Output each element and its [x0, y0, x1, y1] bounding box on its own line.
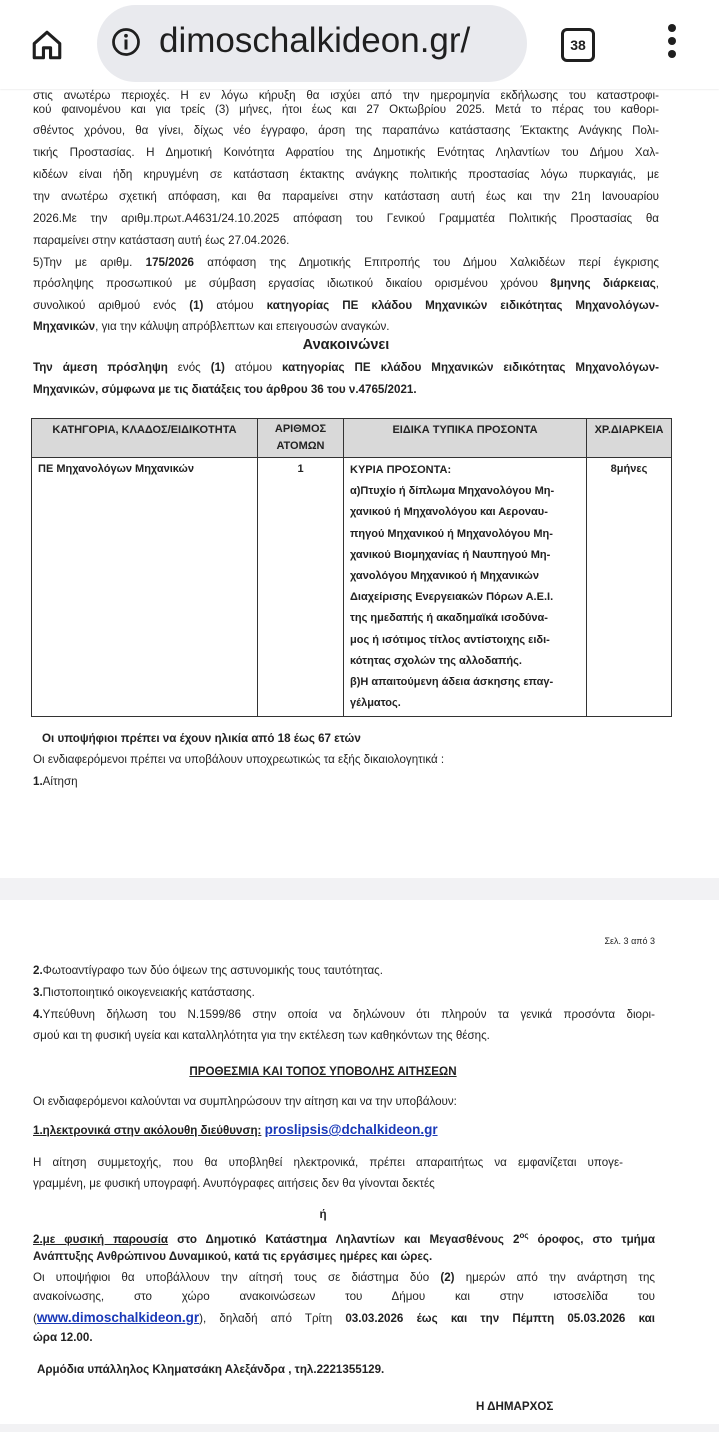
text-segment: Ανακοινώνει	[302, 337, 390, 353]
text-line	[33, 255, 659, 271]
text-segment: Την άμεση πρόσληψη	[33, 361, 168, 374]
text-segment: (2)	[440, 1271, 455, 1284]
text-segment: Φωτοαντίγραφο των δύο όψεων της αστυνομικής τους ταυτότητας.	[42, 964, 383, 977]
text-line	[33, 1310, 655, 1327]
text-segment: πρόσληψης προσωπικού με σύμβαση εργασίας ιδιωτικού δικαίου ορισμένου χρόνου	[33, 277, 551, 290]
qualification-line: κότητας σχολών της αλλοδαπής.	[350, 654, 522, 667]
text-line	[33, 123, 659, 139]
table-row	[32, 458, 672, 717]
text-line	[33, 1207, 613, 1223]
text-segment: γραμμένη, με φυσική υπογραφή. Ανυπόγραφες αιτήσεις δεν θα γίνονται δεκτές	[33, 1177, 435, 1190]
header-qualifications: ΕΙΔΙΚΑ ΤΥΠΙΚΑ ΠΡΟΣΟΝΤΑ	[344, 419, 587, 458]
text-segment: τικής Προστασίας. Η Δημοτική Κοινότητα Αφρατίου της Δημοτικής Ενότητας Ληλαντίων του Δήμου Χαλ-	[33, 146, 659, 159]
text-segment: την ανωτέρω σχετική απόφαση, και θα παραμείνει στην κατάσταση αυτή έως και την 21η Ιανουαρίου	[33, 190, 659, 203]
qualification-line: ΚΥΡΙΑ ΠΡΟΣΟΝΤΑ:	[350, 464, 452, 476]
qualification-line: γέλματος.	[350, 697, 401, 710]
text-line	[33, 1249, 659, 1265]
header-count-line2: ΑΤΟΜΩΝ	[276, 440, 325, 452]
qualification-line: μος ή ισότιμος τίτλος αντίστοιχης ειδι-	[350, 633, 550, 646]
more-vert-icon[interactable]	[664, 24, 680, 64]
text-line	[33, 1028, 659, 1044]
text-line	[37, 1362, 663, 1378]
page-number: Σελ. 3 από 3	[604, 936, 655, 946]
text-segment: 8μηνης διάρκειας	[550, 277, 656, 290]
text-segment: ος	[519, 1231, 529, 1240]
qualification-line: της ημεδαπής ή ακαδημαϊκά ισοδύνα-	[350, 612, 548, 625]
text-segment: 3.	[33, 986, 43, 999]
text-line	[33, 337, 659, 353]
header-duration: ΧΡ.ΔΙΑΡΚΕΙΑ	[587, 419, 672, 458]
text-segment: 2.	[33, 964, 43, 977]
text-line	[33, 90, 659, 102]
text-line	[33, 1176, 659, 1192]
text-segment: (1)	[189, 299, 204, 312]
qualification-line: χανικού Βιομηχανίας ή Ναυπηγού Μη-	[350, 548, 551, 561]
text-line	[33, 233, 659, 249]
text-line	[33, 319, 659, 335]
text-segment: ,	[655, 277, 659, 290]
cell-qualifications	[344, 458, 587, 717]
text-segment: 2.με φυσική παρουσία	[33, 1232, 169, 1246]
text-line	[33, 1122, 659, 1139]
text-segment: ΠΡΟΘΕΣΜΙΑ ΚΑΙ ΤΟΠΟΣ ΥΠΟΒΟΛΗΣ ΑΙΤΗΣΕΩΝ	[189, 1065, 457, 1078]
cell-count: 1	[258, 458, 344, 717]
text-segment: σθέντος χρόνου, θα γίνει, δίχως νέο έγγραφο, άρση της παραπάνω κατάστασης Έκτακτης Ανάγκης Πολι-	[33, 124, 659, 137]
text-segment: όροφος, στο τμήμα	[528, 1232, 655, 1246]
header-category: ΚΑΤΗΓΟΡΙΑ, ΚΛΑΔΟΣ/ΕΙΔΙΚΟΤΗΤΑ	[32, 419, 258, 458]
text-segment: 4.	[33, 1008, 43, 1021]
text-segment: στο Δημοτικό Κατάστημα Ληλαντίων και Μεγασθένους 2	[168, 1232, 520, 1246]
text-segment: Οι ενδιαφερόμενοι πρέπει να υποβάλουν υποχρεωτικώς τα εξής δικαιολογητικά :	[33, 753, 445, 766]
text-segment: ανακοίνωσης, στο χώρο ανακοινώσεων του Δήμου και στην ιστοσελίδα του	[33, 1290, 655, 1303]
text-line	[33, 1007, 655, 1023]
table-header-row	[32, 419, 672, 458]
qualification-line: Διαχείρισης Ενεργειακών Πόρων Α.Ε.Ι.	[350, 591, 554, 604]
text-line	[33, 774, 659, 790]
text-segment: κατηγορίας ΠΕ κλάδου Μηχανικών ειδικότητας Μηχανολόγων-	[266, 299, 659, 312]
text-segment: συνολικού αριθμού ενός	[33, 299, 190, 312]
text-segment: Αρμόδια υπάλληλος Κληματσάκη Αλεξάνδρα , τηλ.2221355129.	[37, 1363, 385, 1376]
qualification-line: πηγού Μηχανικού ή Μηχανολόγου Μη-	[350, 527, 553, 540]
text-segment: Μηχανικών	[33, 320, 96, 333]
text-line	[33, 102, 659, 118]
text-segment: 03.03.2026 έως και την Πέμπτη 05.03.2026 και	[345, 1312, 655, 1325]
qualification-line: χανολόγου Μηχανικού ή Μηχανικών	[350, 570, 539, 583]
link[interactable]: www.dimoschalkideon.gr	[36, 1310, 200, 1325]
text-segment: Ανάπτυξης Ανθρώπινου Δυναμικού, κατά τις εργάσιμες ημέρες και ώρες.	[33, 1250, 433, 1263]
text-line	[33, 752, 659, 768]
cell-category: ΠΕ Μηχανολόγων Μηχανικών	[32, 458, 258, 717]
text-line	[33, 985, 659, 1001]
text-segment: 175/2026	[145, 256, 194, 269]
text-segment: Η αίτηση συμμετοχής, που θα υποβληθεί ηλεκτρονικά, πρέπει απαραιτήτως να εμφανίζεται υπογε-	[33, 1156, 623, 1169]
text-line	[33, 1270, 655, 1286]
qualification-line: χανικού ή Μηχανολόγου και Αεροναυ-	[350, 506, 548, 519]
text-segment: στις ανωτέρω περιοχές. Η εν λόγω κήρυξη θα ισχύει από την ημερομηνία εκδήλωσης του καταστροφι-	[33, 89, 659, 102]
text-line	[33, 1155, 623, 1171]
text-segment: απόφαση της Δημοτικής Επιτροπής του Δήμου Χαλκιδέων περί έγκρισης	[194, 256, 659, 269]
page-break-bottom	[0, 1424, 719, 1432]
text-line	[33, 298, 659, 314]
text-line	[33, 1228, 655, 1248]
text-segment: (	[33, 1312, 37, 1325]
text-line	[476, 1399, 596, 1415]
cell-duration: 8μήνες	[587, 458, 672, 717]
text-line	[33, 211, 659, 227]
home-icon[interactable]	[30, 28, 64, 62]
text-line	[42, 731, 668, 747]
link[interactable]: proslipsis@dchalkideon.gr	[264, 1122, 438, 1137]
text-line	[33, 167, 659, 183]
text-segment: παραμείνει στην κατάσταση αυτή έως 27.04.2026.	[33, 234, 290, 247]
text-segment: σμού και τη φυσική υγεία και καταλληλότητα για την εκτέλεση των καθηκόντων της θέσης.	[33, 1029, 490, 1042]
text-line	[33, 189, 659, 205]
text-segment: ατόμου	[224, 361, 283, 374]
text-segment: Αίτηση	[42, 775, 78, 788]
header-count-line1: ΑΡΙΘΜΟΣ	[274, 423, 327, 435]
text-line	[33, 1330, 659, 1346]
text-segment: (1)	[210, 361, 225, 374]
text-line	[33, 1064, 613, 1080]
address-bar[interactable]	[97, 5, 527, 82]
tabs-icon[interactable]: 38	[561, 28, 595, 62]
text-segment: Υπεύθυνη δήλωση του Ν.1599/86 στην οποία να δηλώνουν ότι πληρούν τα γενικά προσόντα διορι-	[42, 1008, 655, 1021]
positions-table	[31, 418, 672, 717]
text-segment: ώρα 12.00.	[33, 1331, 93, 1344]
text-segment: Η ΔΗΜΑΡΧΟΣ	[476, 1400, 554, 1413]
qualification-line: β)Η απαιτούμενη άδεια άσκησης επαγ-	[350, 676, 554, 689]
text-segment: ), δηλαδή από Τρίτη	[199, 1312, 346, 1325]
text-line	[33, 276, 659, 292]
text-segment: 1.ηλεκτρονικά στην ακόλουθη διεύθυνση:	[33, 1124, 262, 1137]
text-segment: κατηγορίας ΠΕ κλάδου Μηχανικών ειδικότητας Μηχανολόγων-	[282, 361, 659, 374]
text-segment: 2026.Με την αριθμ.πρωτ.Α4631/24.10.2025 απόφαση του Γενικού Γραμματέα Πολιτικής Προστασίας θα	[33, 212, 659, 225]
browser-toolbar	[0, 0, 719, 89]
text-line	[33, 360, 659, 376]
text-line	[33, 382, 659, 398]
text-line	[33, 963, 659, 979]
text-segment: Οι ενδιαφερόμενοι καλούνται να συμπληρώσουν την αίτηση και να την υποβάλουν:	[33, 1095, 457, 1108]
text-segment: κιδέων είναι ήδη κηρυγμένη σε κατάσταση έκτακτης ανάγκης πολιτικής προστασίας λόγω πυρκαγιάς, με	[33, 168, 659, 181]
text-segment: ή	[319, 1208, 327, 1221]
text-segment: ημερών από την ανάρτηση της	[454, 1271, 656, 1284]
url-text[interactable]: dimoschalkideon.gr/	[159, 21, 471, 60]
page-break	[0, 878, 719, 900]
text-segment: ατόμου	[203, 299, 267, 312]
text-segment: 5)Την με αριθμ.	[33, 256, 146, 269]
text-segment: Οι υποψήφιοι πρέπει να έχουν ηλικία από 18 έως 67 ετών	[42, 732, 361, 745]
text-segment: Μηχανικών, σύμφωνα με τις διατάξεις του άρθρου 36 του ν.4765/2021.	[33, 383, 417, 396]
text-line	[33, 1289, 655, 1305]
text-line	[33, 145, 659, 161]
text-segment: , για την κάλυψη απρόβλεπτων και επειγουσών αναγκών.	[95, 320, 390, 333]
header-count	[258, 419, 344, 458]
text-segment: Πιστοποιητικό οικογενειακής κατάστασης.	[42, 986, 255, 999]
text-segment: ενός	[167, 361, 211, 374]
text-segment: 1.	[33, 775, 43, 788]
text-line	[33, 1094, 659, 1110]
text-segment: Οι υποψήφιοι θα υποβάλλουν την αίτησή τους σε διάστημα δύο	[33, 1271, 441, 1284]
qualification-line: α)Πτυχίο ή δίπλωμα Μηχανολόγου Μη-	[350, 485, 555, 498]
text-segment: κού φαινομένου και για τρείς (3) μήνες, ήτοι έως και 27 Οκτωβρίου 2025. Μετά το πέρας του καθορι-	[33, 103, 659, 116]
info-icon[interactable]	[111, 27, 141, 57]
